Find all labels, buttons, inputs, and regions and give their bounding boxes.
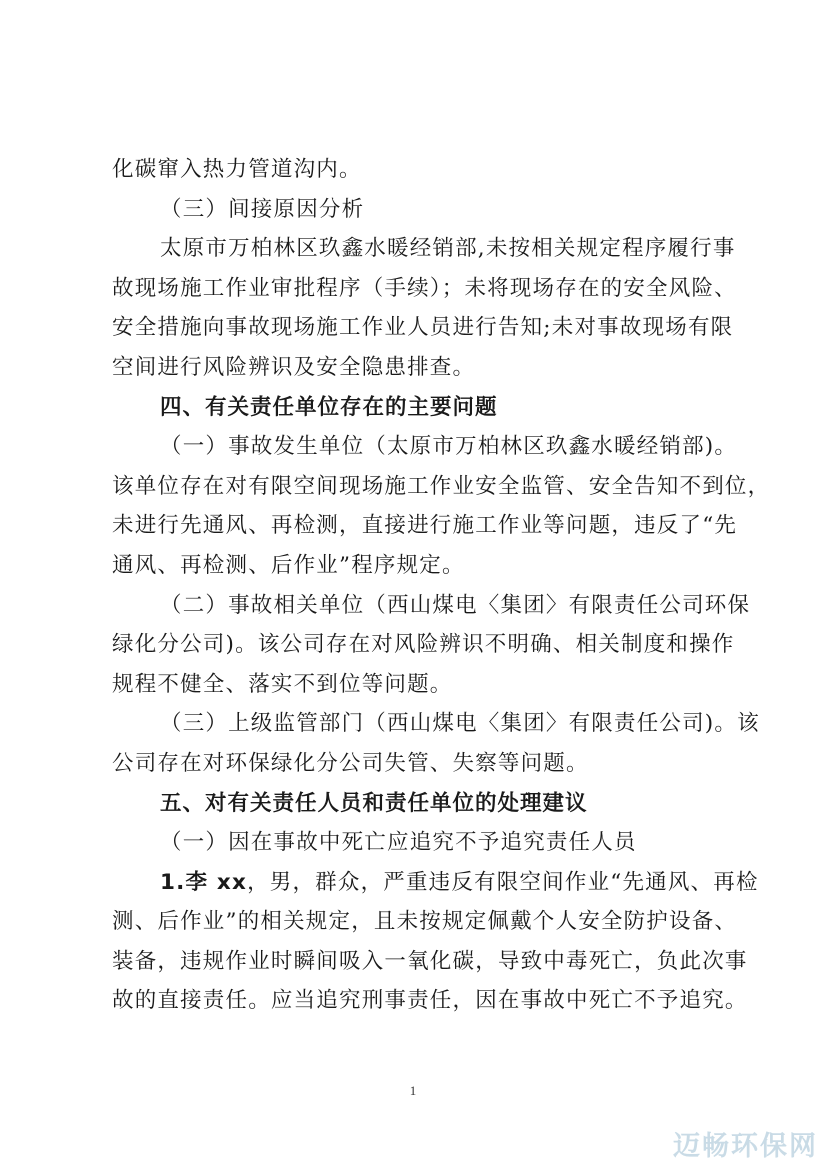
paragraph-text: ，男，群众，严重违反有限空间作业“先通风、再检 bbox=[247, 869, 759, 895]
subsection-heading: （一）因在事故中死亡应追究不予追究责任人员 bbox=[160, 830, 637, 856]
site-watermark: 迈畅环保网 bbox=[673, 1131, 818, 1162]
paragraph-line: 通风、再检测、后作业”程序规定。 bbox=[112, 552, 465, 578]
paragraph-line bbox=[112, 863, 759, 903]
paragraph-line: 安全措施向事故现场施工作业人员进行告知;未对事故现场有限 bbox=[112, 315, 734, 341]
paragraph-line: （一）事故发生单位（太原市万柏林区玖鑫水暖经销部)。 bbox=[160, 434, 738, 460]
section-heading: 五、对有关责任人员和责任单位的处理建议 bbox=[160, 790, 588, 816]
page-number: 1 bbox=[409, 1083, 417, 1098]
paragraph-line: 该单位存在对有限空间现场施工作业安全监管、安全告知不到位， bbox=[112, 473, 771, 499]
person-label: 1.李 xx bbox=[160, 869, 248, 895]
document-body bbox=[112, 150, 771, 1021]
paragraph-line: 绿化分公司)。该公司存在对风险辨识不明确、相关制度和操作 bbox=[112, 632, 735, 658]
paragraph-line: 装备，违规作业时瞬间吸入一氧化碳，导致中毒死亡，负此次事 bbox=[112, 948, 748, 974]
paragraph-line: 未进行先通风、再检测，直接进行施工作业等问题，违反了“先 bbox=[112, 513, 738, 539]
subsection-heading: （三）间接原因分析 bbox=[160, 196, 365, 222]
paragraph-line: 故现场施工作业审批程序（手续）；未将现场存在的安全风险、 bbox=[112, 275, 737, 301]
paragraph-line: 化碳窜入热力管道沟内。 bbox=[112, 157, 362, 182]
paragraph-line: 公司存在对环保绿化分公司失管、失察等问题。 bbox=[112, 750, 589, 776]
paragraph-line: （三）上级监管部门（西山煤电〈集团〉有限责任公司)。该 bbox=[160, 711, 760, 737]
section-heading: 四、有关责任单位存在的主要问题 bbox=[160, 394, 498, 420]
paragraph-line: 空间进行风险辨识及安全隐患排查。 bbox=[112, 354, 476, 380]
paragraph-line: 故的直接责任。应当追究刑事责任，因在事故中死亡不予追究。 bbox=[112, 988, 748, 1014]
paragraph-line: （二）事故相关单位（西山煤电〈集团〉有限责任公司环保 bbox=[160, 592, 751, 618]
paragraph-line: 太原市万柏林区玖鑫水暖经销部,未按相关规定程序履行事 bbox=[160, 236, 736, 262]
paragraph-line: 测、后作业”的相关规定，且未按规定佩戴个人安全防护设备、 bbox=[112, 909, 738, 935]
paragraph-line: 规程不健全、落实不到位等问题。 bbox=[112, 671, 453, 697]
